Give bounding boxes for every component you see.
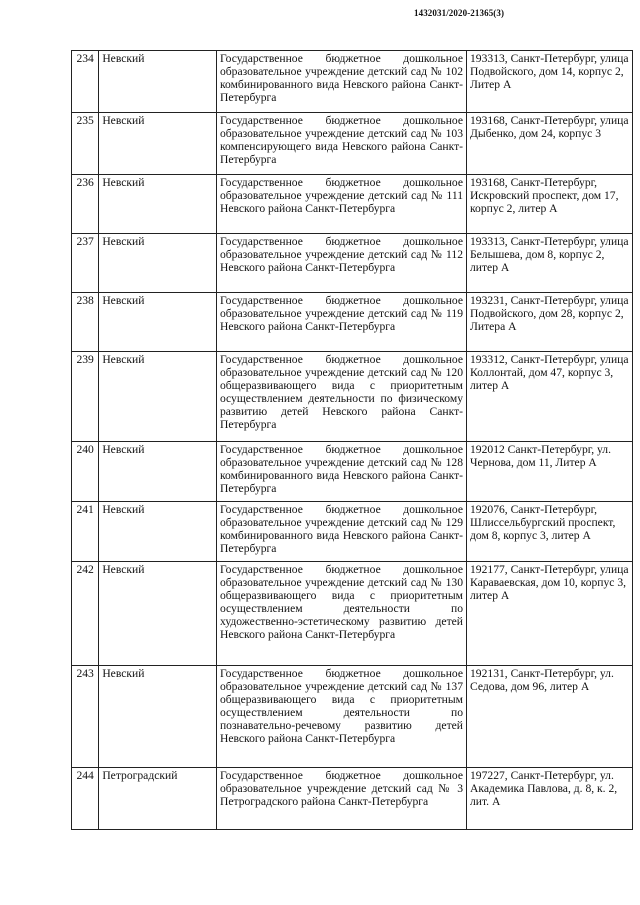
institutions-table (71, 50, 633, 830)
district-cell: Невский (99, 51, 217, 113)
table-row (72, 51, 633, 113)
district-cell: Петроградский (99, 768, 217, 830)
address-cell: 192131, Санкт-Петербург, ул. Седова, дом 96, литер А (467, 666, 633, 768)
document-number: 1432031/2020-21365(3) (414, 8, 505, 18)
institution-name: Государственное бюджетное дошкольное образовательное учреждение детский сад № 119 Невского района Санкт-Петербурга (216, 293, 466, 352)
row-number: 239 (72, 352, 99, 442)
address-cell: 193313, Санкт-Петербург, улица Подвойского, дом 14, корпус 2, Литер А (467, 51, 633, 113)
row-number: 234 (72, 51, 99, 113)
table-row (72, 502, 633, 562)
address-cell: 192177, Санкт-Петербург, улица Караваевская, дом 10, корпус 3, литер А (467, 562, 633, 666)
row-number: 243 (72, 666, 99, 768)
table-row (72, 234, 633, 293)
table-row (72, 352, 633, 442)
institution-name: Государственное бюджетное дошкольное образовательное учреждение детский сад № 111 Невского района Санкт-Петербурга (216, 175, 466, 234)
row-number: 236 (72, 175, 99, 234)
row-number: 238 (72, 293, 99, 352)
address-cell: 193313, Санкт-Петербург, улица Белышева, дом 8, корпус 2, литер А (467, 234, 633, 293)
district-cell: Невский (99, 293, 217, 352)
row-number: 241 (72, 502, 99, 562)
row-number: 240 (72, 442, 99, 502)
district-cell: Невский (99, 113, 217, 175)
institution-name: Государственное бюджетное дошкольное образовательное учреждение детский сад № 103 компенсирующего вида Невского района Санкт- Петербурга (216, 113, 466, 175)
address-cell: 197227, Санкт-Петербург, ул. Академика Павлова, д. 8, к. 2, лит. А (467, 768, 633, 830)
institution-name: Государственное бюджетное дошкольное образовательное учреждение детский сад № 137 общеразвивающего вида с приоритетным осуществлением деятельности по познавательно-речевому развитию детей Невского района Санкт-Петербурга (216, 666, 466, 768)
address-cell: 193231, Санкт-Петербург, улица Подвойского, дом 28, корпус 2, Литера А (467, 293, 633, 352)
institution-name: Государственное бюджетное дошкольное образовательное учреждение детский сад № 129 комбинированного вида Невского района Санкт-Петербурга (216, 502, 466, 562)
institution-name: Государственное бюджетное дошкольное образовательное учреждение детский сад № 130 общеразвивающего вида с приоритетным осуществлением деятельности по художественно-эстетическому развитию детей Невского района Санкт-Петербурга (216, 562, 466, 666)
table-row (72, 562, 633, 666)
table-row (72, 113, 633, 175)
row-number: 244 (72, 768, 99, 830)
table-row (72, 293, 633, 352)
district-cell: Невский (99, 175, 217, 234)
row-number: 237 (72, 234, 99, 293)
institution-name: Государственное бюджетное дошкольное образовательное учреждение детский сад № 3 Петроградского района Санкт-Петербурга (216, 768, 466, 830)
district-cell: Невский (99, 352, 217, 442)
address-cell: 192012 Санкт-Петербург, ул. Чернова, дом 11, Литер А (467, 442, 633, 502)
institution-name: Государственное бюджетное дошкольное образовательное учреждение детский сад № 120 общеразвивающего вида с приоритетным осуществлением деятельности по физическому развитию детей Невского района Санкт-Петербурга (216, 352, 466, 442)
address-cell: 193168, Санкт-Петербург, Искровский проспект, дом 17, корпус 2, литер А (467, 175, 633, 234)
address-cell: 192076, Санкт-Петербург, Шлиссельбургский проспект, дом 8, корпус 3, литер А (467, 502, 633, 562)
institution-name: Государственное бюджетное дошкольное образовательное учреждение детский сад № 128 комбинированного вида Невского района Санкт-Петербурга (216, 442, 466, 502)
district-cell: Невский (99, 442, 217, 502)
table-row (72, 175, 633, 234)
table-row (72, 768, 633, 830)
district-cell: Невский (99, 502, 217, 562)
address-cell: 193168, Санкт-Петербург, улица Дыбенко, дом 24, корпус 3 (467, 113, 633, 175)
district-cell: Невский (99, 562, 217, 666)
row-number: 235 (72, 113, 99, 175)
row-number: 242 (72, 562, 99, 666)
district-cell: Невский (99, 234, 217, 293)
table-row (72, 442, 633, 502)
table-row (72, 666, 633, 768)
district-cell: Невский (99, 666, 217, 768)
institution-name: Государственное бюджетное дошкольное образовательное учреждение детский сад № 102 комбинированного вида Невского района Санкт- Петербурга (216, 51, 466, 113)
institution-name: Государственное бюджетное дошкольное образовательное учреждение детский сад № 112 Невского района Санкт-Петербурга (216, 234, 466, 293)
address-cell: 193312, Санкт-Петербург, улица Коллонтай, дом 47, корпус 3, литер А (467, 352, 633, 442)
